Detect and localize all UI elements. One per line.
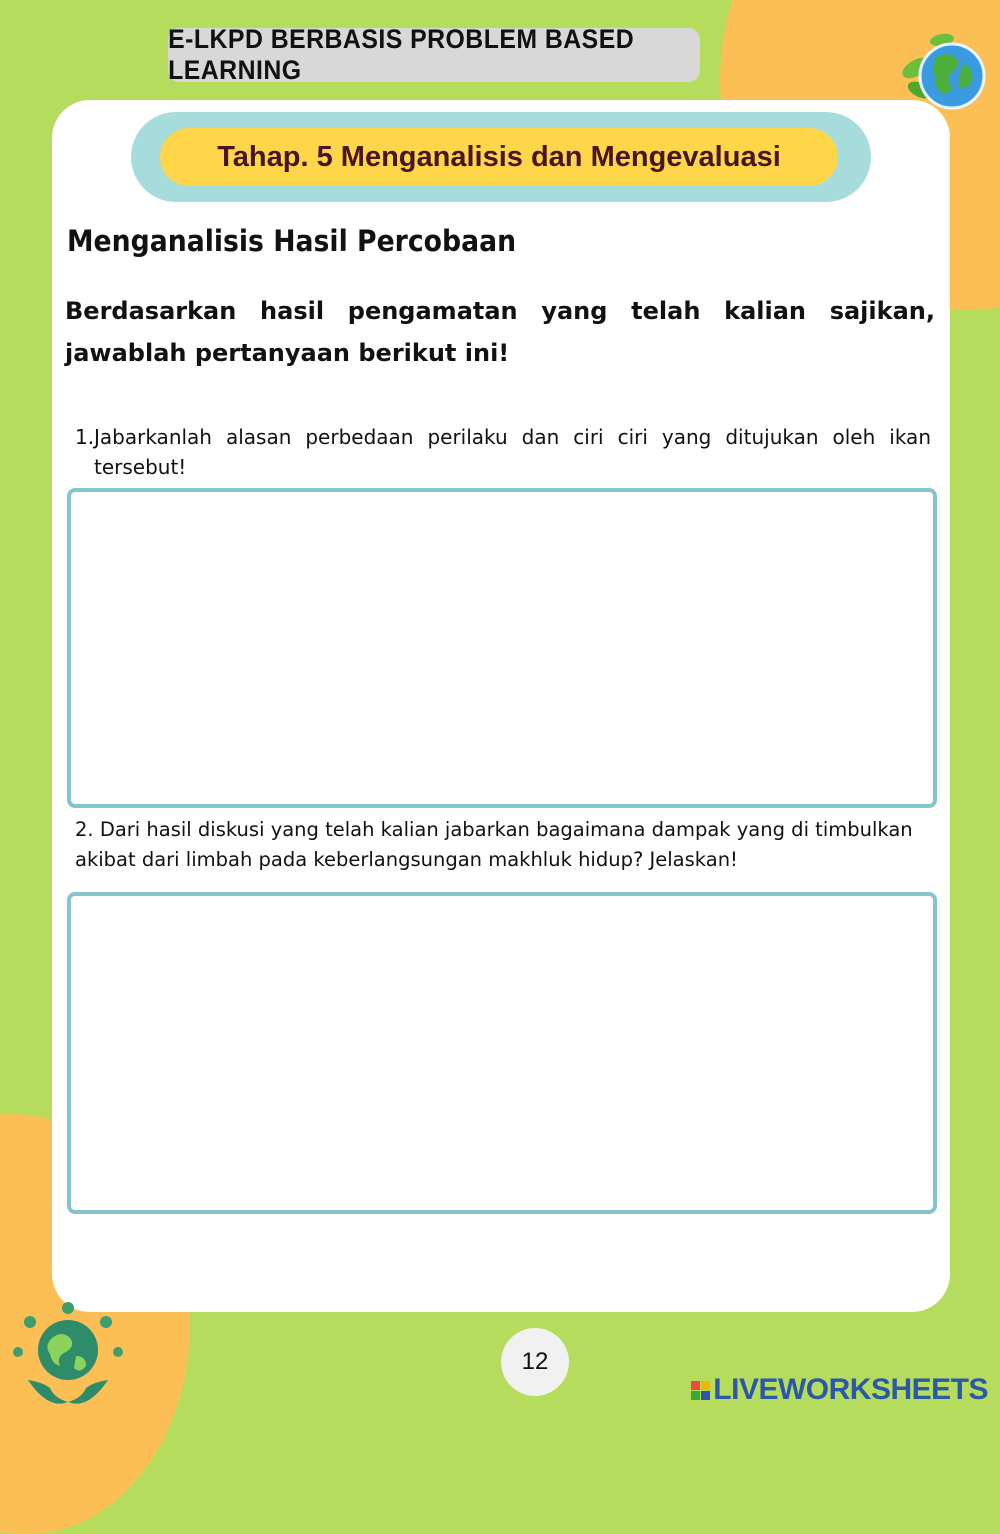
worksheet-header: E-LKPD BERBASIS PROBLEM BASED LEARNING (168, 28, 700, 82)
answer-2-field[interactable] (67, 892, 937, 1214)
liveworksheets-mark-icon (691, 1381, 710, 1400)
liveworksheets-brand: LIVEWORKSHEETS (713, 1373, 988, 1406)
stage-title: Tahap. 5 Menganalisis dan Mengevaluasi (160, 128, 838, 186)
section-title: Menganalisis Hasil Percobaan (67, 224, 517, 258)
question-2-text: Dari hasil diskusi yang telah kalian jabarkan bagaimana dampak yang di timbulkan akibat dari limbah pada keberlangsungan makhluk hidup? Jelaskan! (75, 818, 913, 871)
question-2 (75, 815, 945, 875)
question-1 (75, 422, 931, 482)
question-1-number: 1. (75, 425, 95, 449)
instruction-text: Berdasarkan hasil pengamatan yang telah kalian sajikan, jawablah pertanyaan berikut ini! (65, 297, 935, 367)
liveworksheets-logo (691, 1372, 988, 1408)
eco-earth-hands-icon (8, 1300, 128, 1414)
page-number: 12 (501, 1328, 569, 1396)
question-2-number: 2. (75, 818, 94, 841)
earth-globe-icon (898, 28, 988, 118)
question-1-text: Jabarkanlah alasan perbedaan perilaku dan ciri ciri yang ditujukan oleh ikan tersebut! (94, 425, 931, 479)
answer-1-field[interactable] (67, 488, 937, 808)
